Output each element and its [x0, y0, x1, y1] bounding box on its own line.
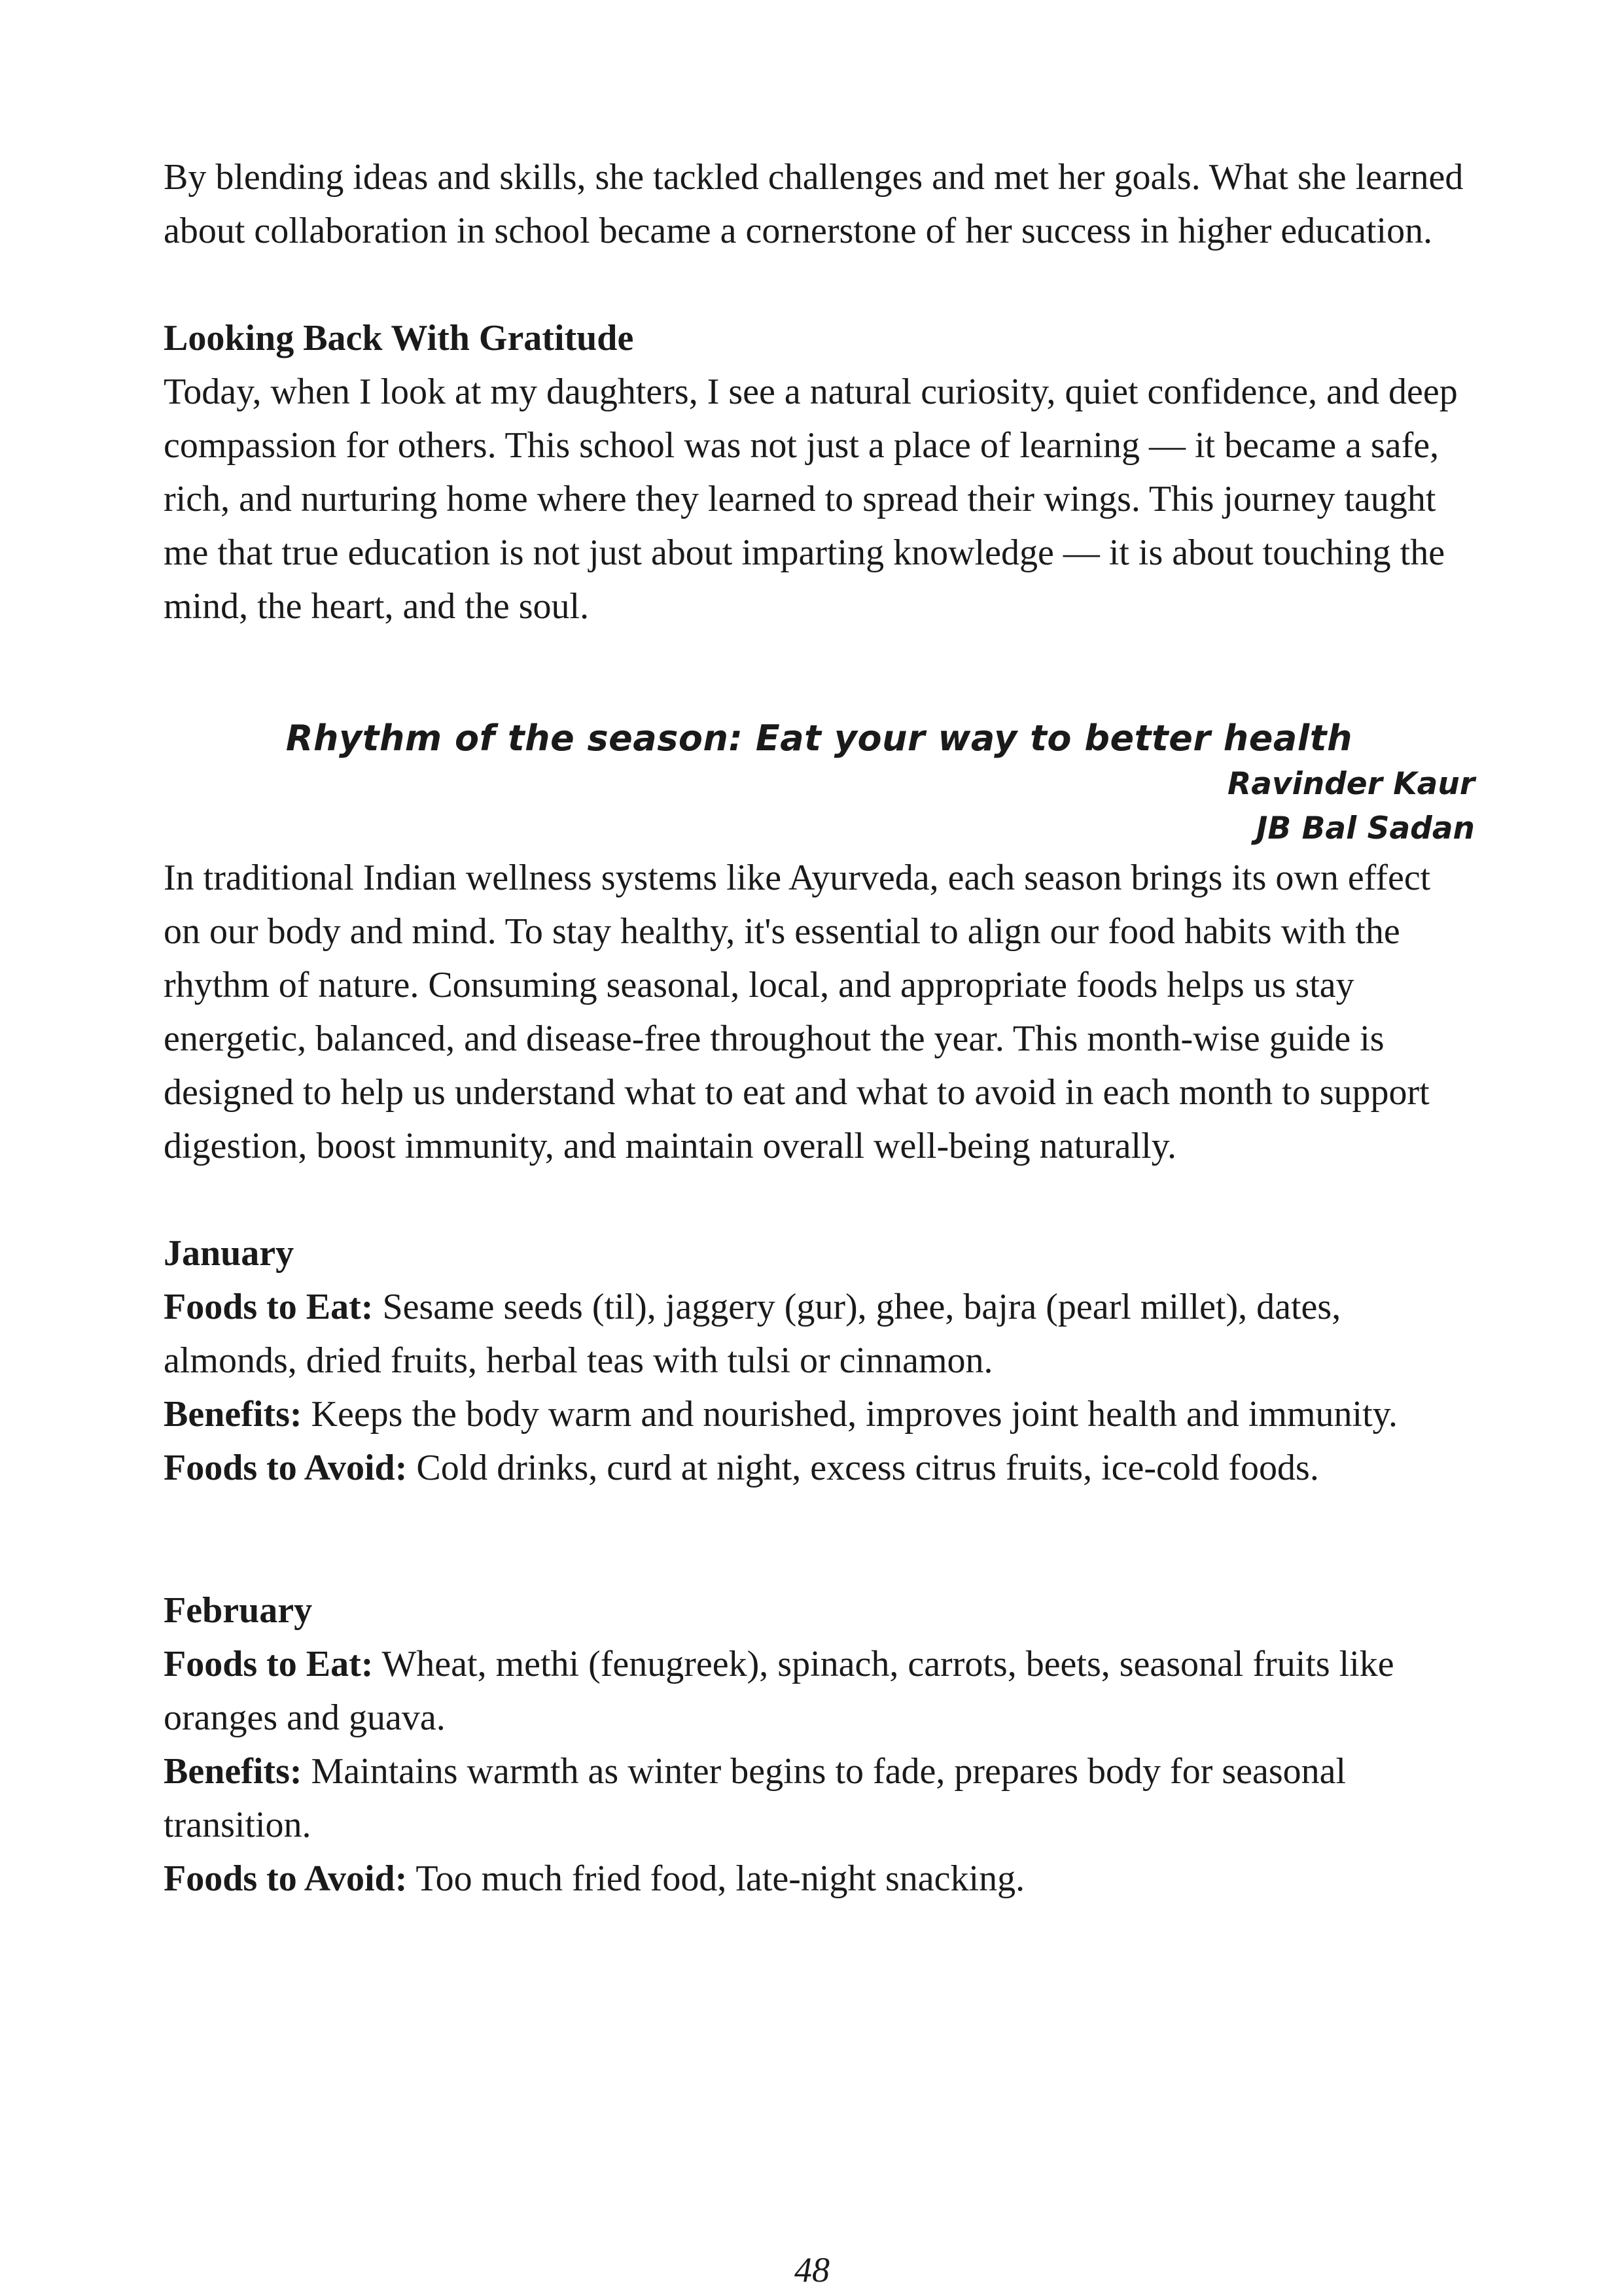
section-looking-back	[164, 311, 1475, 633]
benefits-label: Benefits:	[164, 1751, 302, 1792]
benefits-text: Keeps the body warm and nourished, improves joint health and immunity.	[311, 1394, 1398, 1435]
article	[164, 715, 1475, 1173]
foods-to-eat-label: Foods to Eat:	[164, 1287, 374, 1327]
month-heading: February	[164, 1590, 313, 1631]
section-heading: Looking Back With Gratitude	[164, 318, 634, 358]
foods-to-eat-text: Wheat, methi (fenugreek), spinach, carrots, beets, seasonal fruits like oranges and guava.	[164, 1644, 1394, 1738]
month-heading: January	[164, 1233, 294, 1274]
foods-to-avoid-text: Cold drinks, curd at night, excess citrus fruits, ice-cold foods.	[416, 1448, 1319, 1488]
benefits	[164, 1387, 1475, 1441]
foods-to-avoid-label: Foods to Avoid:	[164, 1858, 408, 1899]
benefits-label: Benefits:	[164, 1394, 302, 1435]
foods-to-avoid	[164, 1852, 1475, 1905]
foods-to-avoid-text: Too much fried food, late-night snacking.	[415, 1858, 1025, 1899]
intro-paragraph: By blending ideas and skills, she tackled challenges and met her goals. What she learned about collaboration in school became a cornerstone of her success in higher education.	[164, 157, 1464, 251]
benefits	[164, 1745, 1475, 1852]
month-january	[164, 1226, 1475, 1495]
foods-to-eat-text: Sesame seeds (til), jaggery (gur), ghee, bajra (pearl millet), dates, almonds, dried fruits, herbal teas with tulsi or cinnamon.	[164, 1287, 1341, 1381]
benefits-text: Maintains warmth as winter begins to fade, prepares body for seasonal transition.	[164, 1751, 1347, 1845]
article-affiliation: JB Bal Sadan	[1256, 810, 1475, 846]
foods-to-eat	[164, 1637, 1475, 1745]
month-february	[164, 1584, 1475, 1905]
foods-to-avoid-label: Foods to Avoid:	[164, 1448, 408, 1488]
article-author: Ravinder Kaur	[1227, 766, 1475, 802]
article-title: Rhythm of the season: Eat your way to better health	[285, 718, 1353, 759]
foods-to-eat	[164, 1280, 1475, 1387]
page-number: 48	[794, 2250, 830, 2289]
foods-to-eat-label: Foods to Eat:	[164, 1644, 374, 1684]
foods-to-avoid	[164, 1441, 1475, 1495]
page-content	[164, 150, 1475, 1905]
section-body: Today, when I look at my daughters, I see a natural curiosity, quiet confidence, and deep compassion for others. This school was not just a place of learning — it became a safe, rich, and nurturing home where they learned to spread their wings. This journey taught me that true education is not just about imparting knowledge — it is about touching the mind, the heart, and the soul.	[164, 372, 1458, 627]
article-intro: In traditional Indian wellness systems like Ayurveda, each season brings its own effect on our body and mind. To stay healthy, it's essential to align our food habits with the rhythm of nature. Consuming seasonal, local, and appropriate foods helps us stay energetic, balanced, and disease-free throughout the year. This month-wise guide is designed to help us understand what to eat and what to avoid in each month to support digestion, boost immunity, and maintain overall well-being naturally.	[164, 858, 1431, 1166]
